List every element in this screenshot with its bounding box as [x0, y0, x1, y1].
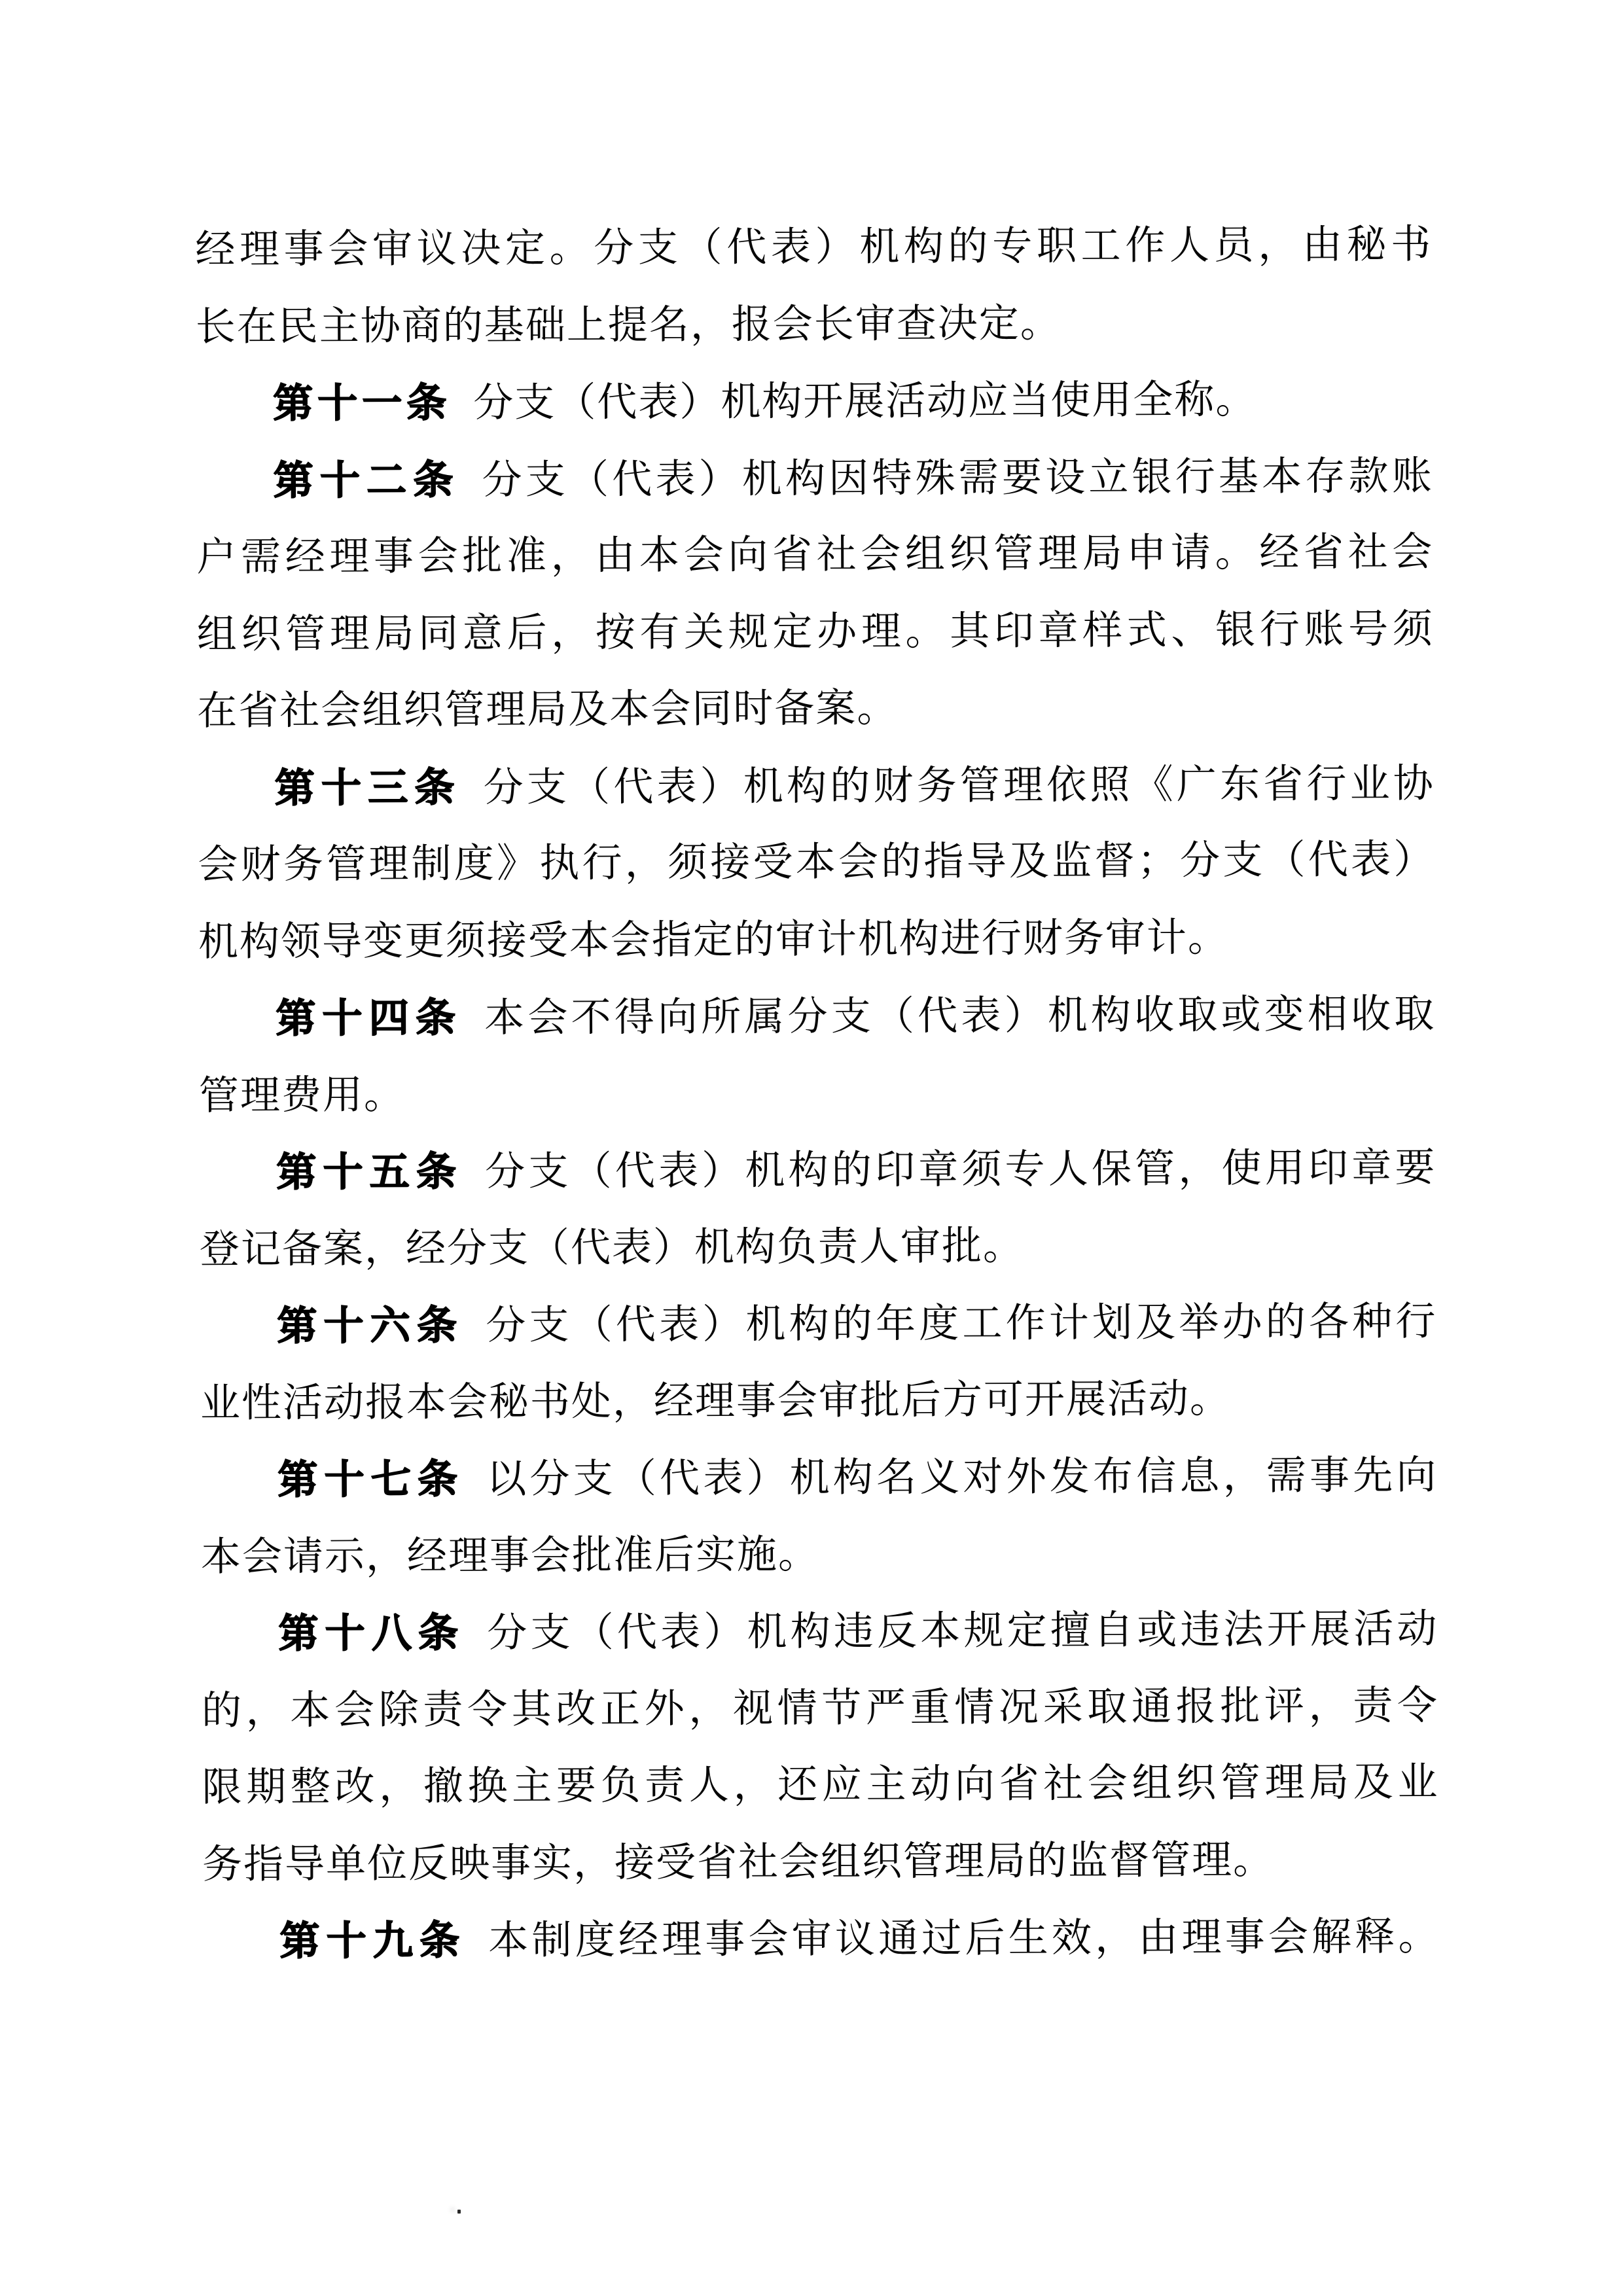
text-line — [200, 1283, 1436, 1366]
article-number: 第十二条 — [273, 457, 460, 503]
document-text-block — [195, 207, 1440, 1981]
text-line — [200, 1206, 1436, 1288]
text-line — [202, 1744, 1438, 1827]
line-text: 登记备案，经分支（代表）机构负责人审批。 — [199, 1224, 1025, 1272]
line-text: 在省社会组织管理局及本会同时备案。 — [197, 686, 899, 733]
line-text: 户需经理事会批准，由本会向省社会组织管理局申请。经省社会 — [196, 530, 1434, 580]
line-text: 本制度经理事会审议通过后生效，由理事会解释。 — [488, 1915, 1440, 1964]
article-number: 第十九条 — [279, 1918, 467, 1964]
line-text: 分支（代表）机构的年度工作计划及举办的各种行 — [486, 1299, 1437, 1349]
line-text: 管理费用。 — [198, 1073, 406, 1118]
article-number: 第十一条 — [273, 380, 452, 426]
line-text: 机构领导变更须接受本会指定的审计机构进行财务审计。 — [198, 915, 1230, 964]
text-line — [196, 283, 1433, 366]
article-number: 第十四条 — [276, 995, 463, 1041]
line-text: 会财务管理制度》执行，须接受本会的指导及监督；分支（代表） — [198, 838, 1435, 887]
text-line — [202, 1898, 1439, 1981]
text-line — [200, 1437, 1437, 1519]
line-text: 业性活动报本会秘书处，经理事会审批后方可开展活动。 — [200, 1377, 1232, 1426]
text-line — [199, 1129, 1436, 1212]
text-line — [198, 745, 1435, 827]
article-number: 第十三条 — [274, 764, 461, 810]
line-text: 本会不得向所属分支（代表）机构收取或变相收取 — [484, 992, 1436, 1041]
article-number: 第十五条 — [276, 1149, 463, 1195]
text-line — [200, 1360, 1437, 1442]
line-text: 分支（代表）机构因特殊需要设立银行基本存款账 — [482, 454, 1433, 503]
text-line — [201, 1513, 1438, 1596]
line-text: 分支（代表）机构的财务管理依照《广东省行业协 — [483, 762, 1435, 810]
text-line — [198, 822, 1435, 904]
text-line — [197, 668, 1434, 751]
line-text: 长在民主协商的基础上提名，报会长审查决定。 — [195, 301, 1061, 349]
text-line — [196, 437, 1433, 520]
line-text: 务指导单位反映事实，接受省社会组织管理局的监督管理。 — [202, 1838, 1275, 1887]
line-text: 本会请示，经理事会批准后实施。 — [200, 1532, 820, 1580]
article-number: 第十八条 — [278, 1610, 465, 1656]
text-line — [198, 898, 1435, 981]
line-text: 分支（代表）机构的印章须专人保管，使用印章要 — [485, 1146, 1436, 1195]
line-text: 分支（代表）机构违反本规定擅自或违法开展活动 — [487, 1607, 1438, 1656]
text-line — [197, 591, 1434, 673]
line-text: 分支（代表）机构开展活动应当使用全称。 — [473, 378, 1257, 426]
text-line — [202, 1667, 1438, 1750]
text-line — [201, 1591, 1438, 1673]
text-line — [196, 514, 1433, 597]
text-line — [196, 361, 1433, 443]
scan-artifact-dot — [457, 2210, 461, 2214]
line-text: 的，本会除责令其改正外，视情节严重情况采取通报批评，责令 — [201, 1684, 1439, 1733]
line-text: 限期整改，撤换主要负责人，还应主动向省社会组织管理局及业 — [202, 1760, 1439, 1810]
article-number: 第十六条 — [277, 1303, 464, 1349]
text-line — [202, 1821, 1439, 1903]
line-text: 经理事会审议决定。分支（代表）机构的专职工作人员，由秘书 — [195, 222, 1433, 272]
text-line — [195, 207, 1432, 289]
text-line — [199, 1052, 1436, 1135]
article-number: 第十七条 — [277, 1457, 465, 1502]
line-text: 以分支（代表）机构名义对外发布信息，需事先向 — [486, 1453, 1438, 1502]
line-text: 组织管理局同意后，按有关规定办理。其印章样式、银行账号须 — [196, 607, 1434, 657]
text-line — [198, 976, 1435, 1058]
